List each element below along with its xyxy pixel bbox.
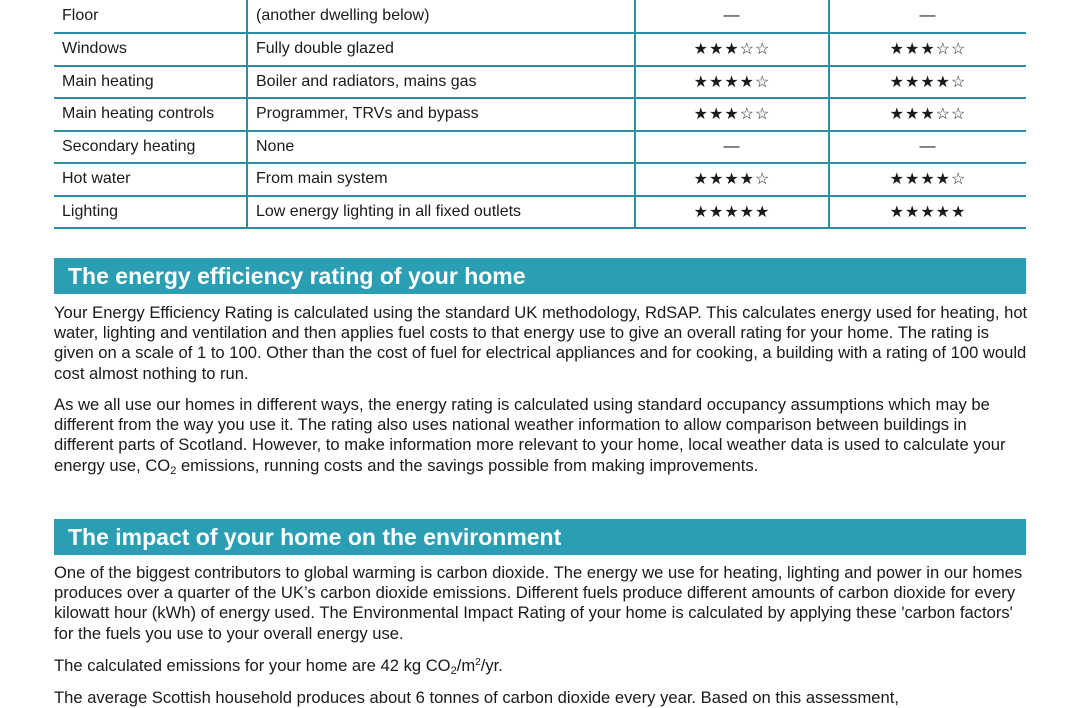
environmental-rating-cell: ★★★★★ bbox=[829, 196, 1026, 229]
table-row bbox=[54, 98, 1026, 131]
co2-subscript: 2 bbox=[170, 464, 177, 477]
environmental-rating-cell: ★★★☆☆ bbox=[829, 98, 1026, 131]
feature-element-cell: Lighting bbox=[54, 196, 247, 229]
para2-text-b: emissions, running costs and the savings possible from making improvements. bbox=[176, 455, 759, 475]
feature-element-cell: Hot water bbox=[54, 163, 247, 196]
feature-element-cell: Main heating bbox=[54, 66, 247, 99]
environmental-rating-cell: ★★★☆☆ bbox=[829, 33, 1026, 66]
energy-rating-cell: ★★★★☆ bbox=[635, 66, 829, 99]
table-row bbox=[54, 0, 1026, 33]
table-row bbox=[54, 163, 1026, 196]
energy-rating-cell: ★★★☆☆ bbox=[635, 98, 829, 131]
section-heading-environment: The impact of your home on the environment bbox=[54, 519, 1026, 555]
table-row bbox=[54, 66, 1026, 99]
energy-rating-paragraph-1: Your Energy Efficiency Rating is calculated using the standard UK methodology, RdSAP. This calculates energy used for heating, hot water, lighting and ventilation and then applies fuel costs to that energy use to give an overall rating for your home. The rating is given on a scale of 1 to 100. Other than the cost of fuel for electrical appliances and for cooking, a building with a rating of 100 would cost almost nothing to run. bbox=[54, 303, 1028, 383]
energy-rating-paragraph-2 bbox=[54, 395, 1029, 476]
energy-rating-cell: ★★★★★ bbox=[635, 196, 829, 229]
energy-rating-cell: — bbox=[635, 0, 829, 33]
environmental-rating-cell: ★★★★☆ bbox=[829, 163, 1026, 196]
energy-rating-cell: ★★★☆☆ bbox=[635, 33, 829, 66]
section-heading-energy-rating: The energy efficiency rating of your home bbox=[54, 258, 1026, 294]
feature-element-cell: Secondary heating bbox=[54, 131, 247, 164]
table-row bbox=[54, 33, 1026, 66]
features-table bbox=[54, 0, 1026, 229]
emissions-text-c: /yr. bbox=[480, 656, 503, 675]
environment-paragraph-1: One of the biggest contributors to global warming is carbon dioxide. The energy we use for heating, lighting and power in our homes produces over a quarter of the UK’s carbon dioxide emissions. Different fuels produce different amounts of carbon dioxide for every kilowatt hour (kWh) of energy used. The Environmental Impact Rating of your home is calculated by applying these 'carbon factors' for the fuels you use to your overall energy use. bbox=[54, 563, 1023, 643]
feature-description-cell: From main system bbox=[247, 163, 635, 196]
feature-element-cell: Floor bbox=[54, 0, 247, 33]
feature-description-cell: Low energy lighting in all fixed outlets bbox=[247, 196, 635, 229]
environmental-rating-cell: — bbox=[829, 0, 1026, 33]
table-row bbox=[54, 131, 1026, 164]
feature-description-cell: Fully double glazed bbox=[247, 33, 635, 66]
energy-rating-cell: — bbox=[635, 131, 829, 164]
feature-element-cell: Main heating controls bbox=[54, 98, 247, 131]
feature-description-cell: None bbox=[247, 131, 635, 164]
co2-subscript: 2 bbox=[450, 665, 457, 677]
features-table-body bbox=[54, 0, 1026, 228]
table-row bbox=[54, 196, 1026, 229]
feature-description-cell: Boiler and radiators, mains gas bbox=[247, 66, 635, 99]
energy-rating-cell: ★★★★☆ bbox=[635, 163, 829, 196]
feature-description-cell: Programmer, TRVs and bypass bbox=[247, 98, 635, 131]
document-page bbox=[54, 0, 1028, 707]
emissions-statement bbox=[54, 656, 1029, 676]
environment-paragraph-3: The average Scottish household produces about 6 tonnes of carbon dioxide every year. Based on this assessment, bbox=[54, 688, 899, 707]
environmental-rating-cell: — bbox=[829, 131, 1026, 164]
environmental-rating-cell: ★★★★☆ bbox=[829, 66, 1026, 99]
m2-superscript: 2 bbox=[475, 657, 481, 668]
emissions-text-a: The calculated emissions for your home are 42 kg CO bbox=[54, 656, 451, 675]
feature-description-cell: (another dwelling below) bbox=[247, 0, 635, 33]
emissions-text-b: /m bbox=[456, 656, 476, 675]
feature-element-cell: Windows bbox=[54, 33, 247, 66]
para2-text-a: As we all use our homes in different ways, the energy rating is calculated using standard occupancy assumptions which may be different from the way you use it. The rating also uses national weather information to allow comparison between buildings in different parts of Scotland. However, to make information more relevant to your home, local weather data is used to calculate your energy use, CO bbox=[54, 395, 1006, 475]
